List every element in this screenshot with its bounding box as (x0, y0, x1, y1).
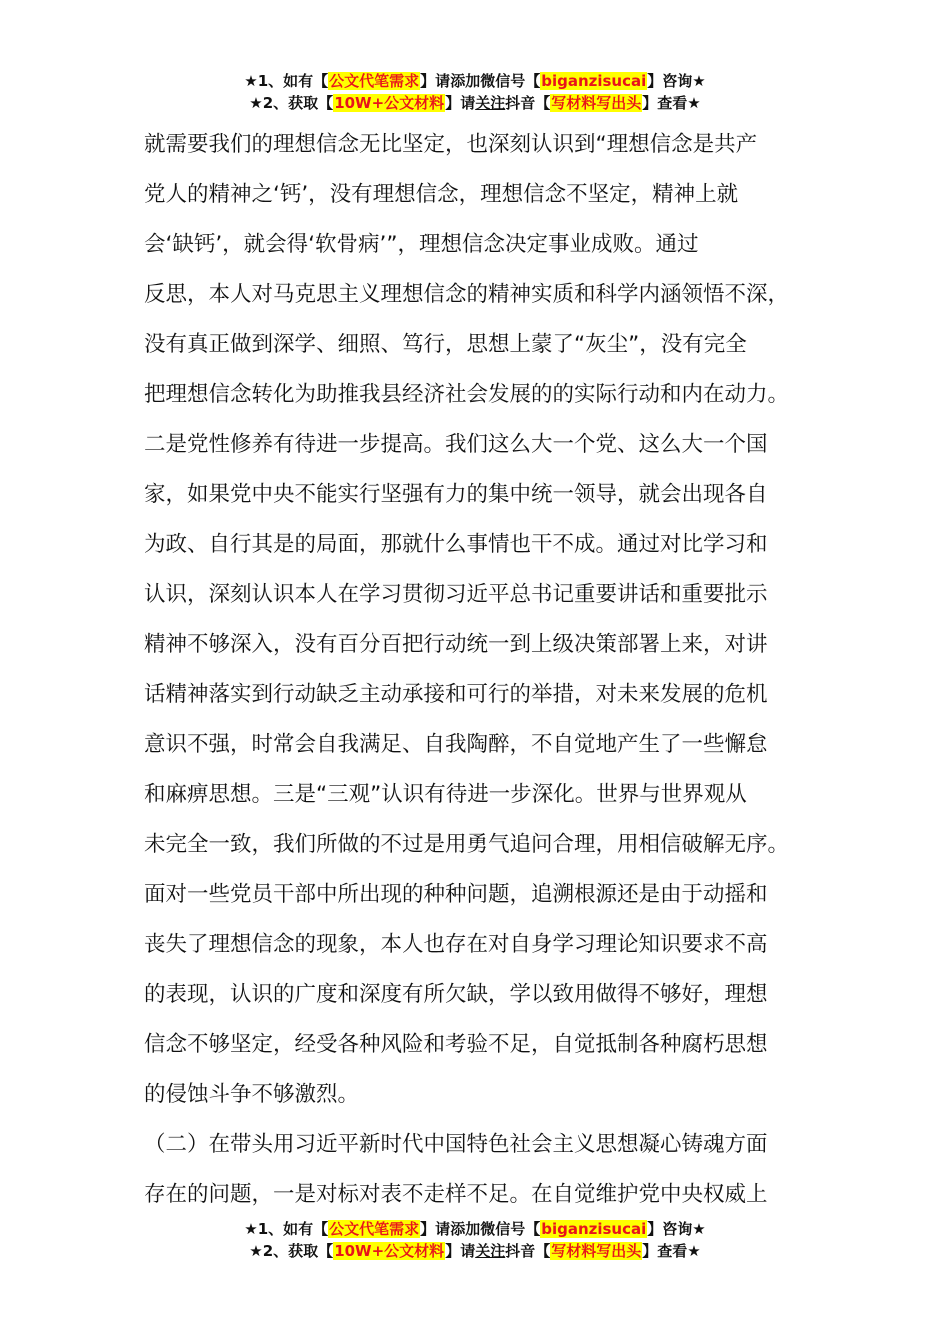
section-heading-line: （二）在带头用习近平新时代中国特色社会主义思想凝心铸魂方面 (144, 1132, 768, 1157)
text-line: 信念不够坚定，经受各种风险和考验不足，自觉抵制各种腐朽思想 (144, 1032, 768, 1057)
highlight-materials: 10W+公文材料 (334, 1242, 445, 1260)
text-line: 存在的问题，一是对标对表不走样不足。在自觉维护党中央权威上 (144, 1182, 768, 1207)
highlight-service: 公文代笔需求 (329, 72, 420, 90)
text-line: 把理想信念转化为助推我县经济社会发展的的实际行动和内在动力。 (144, 382, 790, 407)
document-body (144, 120, 844, 1220)
header-banner (0, 70, 950, 114)
text-line: 党人的精神之‘钙’，没有理想信念，理想信念不坚定，精神上就 (144, 182, 739, 207)
text-line: 会‘缺钙’，就会得‘软骨病’”，理想信念决定事业成败。通过 (144, 232, 699, 257)
text-line: 二是党性修养有待进一步提高。我们这么大一个党、这么大一个国 (144, 432, 768, 457)
text-line: 的表现，认识的广度和深度有所欠缺，学以致用做得不够好，理想 (144, 982, 768, 1007)
highlight-wechat-id: biganzisucai (541, 1220, 647, 1238)
highlight-service: 公文代笔需求 (329, 1220, 420, 1238)
highlight-douyin-account: 写材料写出头 (551, 1242, 642, 1260)
text-line: 为政、自行其是的局面，那就什么事情也干不成。通过对比学习和 (144, 532, 768, 557)
text-line: 认识，深刻认识本人在学习贯彻习近平总书记重要讲话和重要批示 (144, 582, 768, 607)
highlight-wechat-id: biganzisucai (541, 72, 647, 90)
text-line: 意识不强，时常会自我满足、自我陶醉，不自觉地产生了一些懈怠 (144, 732, 768, 757)
text-line: 精神不够深入，没有百分百把行动统一到上级决策部署上来，对讲 (144, 632, 768, 657)
banner-line-1: ★1、如有【公文代笔需求】请添加微信号【biganzisucai】咨询★ (244, 1220, 706, 1238)
banner-line-2: ★2、获取【10W+公文材料】请关注抖音【写材料写出头】查看★ (249, 94, 701, 112)
text-line: 没有真正做到深学、细照、笃行，思想上蒙了“灰尘”，没有完全 (144, 332, 747, 357)
text-line: 面对一些党员干部中所出现的种种问题，追溯根源还是由于动摇和 (144, 882, 768, 907)
banner-line-2: ★2、获取【10W+公文材料】请关注抖音【写材料写出头】查看★ (249, 1242, 701, 1260)
highlight-materials: 10W+公文材料 (334, 94, 445, 112)
text-line: 反思，本人对马克思主义理想信念的精神实质和科学内涵领悟不深， (144, 282, 790, 307)
banner-line-1: ★1、如有【公文代笔需求】请添加微信号【biganzisucai】咨询★ (244, 72, 706, 90)
text-line: 丧失了理想信念的现象，本人也存在对自身学习理论知识要求不高 (144, 932, 768, 957)
footer-banner (0, 1218, 950, 1262)
text-line: 的侵蚀斗争不够激烈。 (144, 1082, 360, 1107)
text-line: 家，如果党中央不能实行坚强有力的集中统一领导，就会出现各自 (144, 482, 768, 507)
text-line: 未完全一致，我们所做的不过是用勇气追问合理，用相信破解无序。 (144, 832, 790, 857)
text-line: 就需要我们的理想信念无比坚定，也深刻认识到“理想信念是共产 (144, 132, 758, 157)
text-line: 和麻痹思想。三是“三观”认识有待进一步深化。世界与世界观从 (144, 782, 747, 807)
highlight-douyin-account: 写材料写出头 (551, 94, 642, 112)
text-line: 话精神落实到行动缺乏主动承接和可行的举措，对未来发展的危机 (144, 682, 768, 707)
